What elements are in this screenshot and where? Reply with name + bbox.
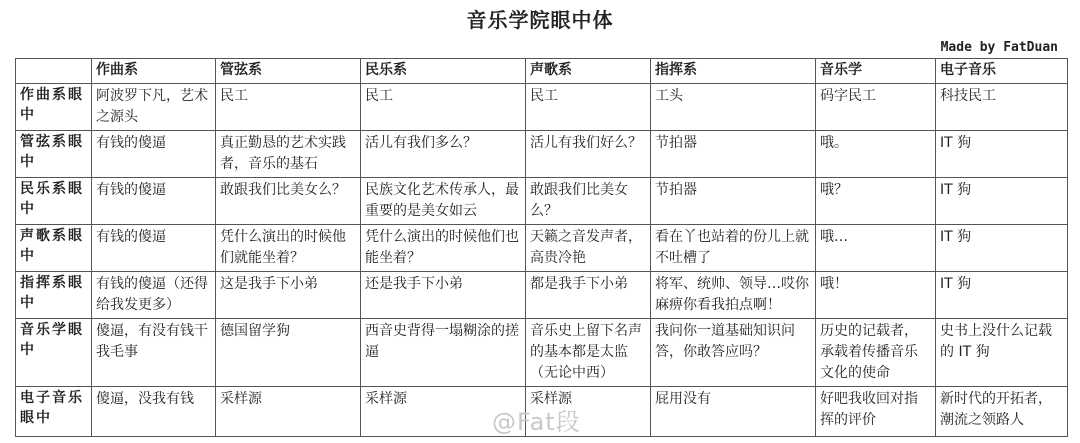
row-header: 民乐系眼中 (16, 178, 92, 225)
table-cell: IT 狗 (936, 178, 1068, 225)
table-cell: 有钱的傻逼 (92, 178, 216, 225)
table-cell: 哦？ (816, 178, 936, 225)
table-cell: 阿波罗下凡，艺术之源头 (92, 84, 216, 131)
table-cell: 这是我手下小弟 (216, 272, 361, 319)
column-header-folk-music: 民乐系 (361, 59, 526, 84)
table-cell: IT 狗 (936, 131, 1068, 178)
row-header: 声歌系眼中 (16, 225, 92, 272)
table-cell: 采样源 (526, 387, 651, 437)
table-cell: 科技民工 (936, 84, 1068, 131)
table-cell: 新时代的开拓者，潮流之领路人 (936, 387, 1068, 437)
table-cell: 凭什么演出的时候他们就能坐着？ (216, 225, 361, 272)
table-cell: 历史的记载者，承载着传播音乐文化的使命 (816, 319, 936, 387)
column-header-electronic-music: 电子音乐 (936, 59, 1068, 84)
table-row (16, 131, 1068, 178)
table-cell: 敢跟我们比美女么？ (526, 178, 651, 225)
column-header-orchestral: 管弦系 (216, 59, 361, 84)
table-row (16, 178, 1068, 225)
table-cell: 哦。 (816, 131, 936, 178)
table-cell: 民工 (216, 84, 361, 131)
table-cell: 傻逼，有没有钱干我毛事 (92, 319, 216, 387)
column-header-conducting: 指挥系 (651, 59, 816, 84)
row-header: 指挥系眼中 (16, 272, 92, 319)
column-header-composition: 作曲系 (92, 59, 216, 84)
table-cell: 民工 (361, 84, 526, 131)
table-cell: 采样源 (361, 387, 526, 437)
comparison-table (15, 58, 1068, 437)
table-cell: 民族文化艺术传承人，最重要的是美女如云 (361, 178, 526, 225)
table-cell: 节拍器 (651, 131, 816, 178)
table-cell: 有钱的傻逼（还得给我发更多） (92, 272, 216, 319)
table-cell: 哦… (816, 225, 936, 272)
table-cell: 屁用没有 (651, 387, 816, 437)
table-cell: 哦！ (816, 272, 936, 319)
table-cell: 天籁之音发声者，高贵冷艳 (526, 225, 651, 272)
page-title: 音乐学院眼中体 (466, 8, 614, 32)
table-cell: 码字民工 (816, 84, 936, 131)
table-cell: 将军、统帅、领导…哎你麻痹你看我拍点啊！ (651, 272, 816, 319)
table-cell: 敢跟我们比美女么？ (216, 178, 361, 225)
header-row (16, 59, 1068, 84)
table-cell: 还是我手下小弟 (361, 272, 526, 319)
row-header: 音乐学眼中 (16, 319, 92, 387)
table-cell: 活儿有我们多么？ (361, 131, 526, 178)
row-header: 管弦系眼中 (16, 131, 92, 178)
table-cell: 有钱的傻逼 (92, 131, 216, 178)
table-cell: 我问你一道基础知识问答，你敢答应吗？ (651, 319, 816, 387)
row-header: 作曲系眼中 (16, 84, 92, 131)
table-cell: 傻逼，没我有钱 (92, 387, 216, 437)
table-cell: 工头 (651, 84, 816, 131)
table-row (16, 272, 1068, 319)
table-cell: IT 狗 (936, 272, 1068, 319)
table-row (16, 225, 1068, 272)
table-cell: 民工 (526, 84, 651, 131)
watermark: @Fat段 (492, 408, 581, 436)
table-cell: 看在丫也站着的份儿上就不吐槽了 (651, 225, 816, 272)
table-cell: 真正勤恳的艺术实践者，音乐的基石 (216, 131, 361, 178)
table-cell: IT 狗 (936, 225, 1068, 272)
table-cell: 采样源 (216, 387, 361, 437)
author-credit: Made by FatDuan (940, 40, 1058, 55)
table-row (16, 319, 1068, 387)
column-header-musicology: 音乐学 (816, 59, 936, 84)
table-row (16, 84, 1068, 131)
table-cell: 有钱的傻逼 (92, 225, 216, 272)
table-cell: 节拍器 (651, 178, 816, 225)
table-cell: 德国留学狗 (216, 319, 361, 387)
table-cell: 音乐史上留下名声的基本都是太监（无论中西） (526, 319, 651, 387)
table-cell: 史书上没什么记载的 IT 狗 (936, 319, 1068, 387)
table-cell: 都是我手下小弟 (526, 272, 651, 319)
row-header: 电子音乐眼中 (16, 387, 92, 437)
table-cell: 西音史背得一塌糊涂的搓逼 (361, 319, 526, 387)
column-header-corner (16, 59, 92, 84)
table-cell: 好吧我收回对指挥的评价 (816, 387, 936, 437)
table-cell: 活儿有我们好么？ (526, 131, 651, 178)
table-cell: 凭什么演出的时候他们也能坐着？ (361, 225, 526, 272)
column-header-vocal: 声歌系 (526, 59, 651, 84)
